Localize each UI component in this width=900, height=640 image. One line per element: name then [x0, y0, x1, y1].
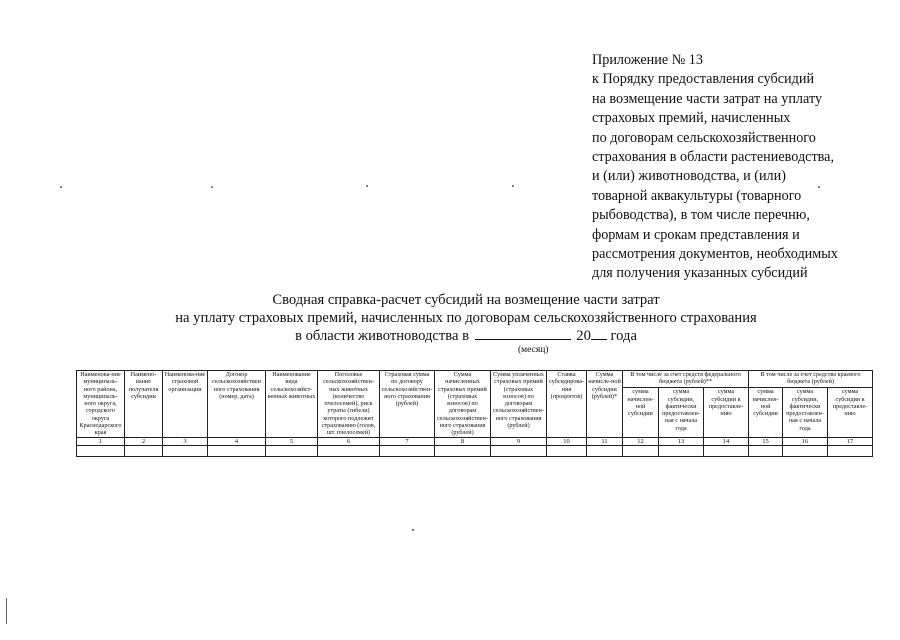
- column-number-row: [77, 437, 873, 445]
- year-suffix: года: [610, 328, 637, 345]
- empty-cell: [704, 445, 749, 456]
- empty-cell: [77, 445, 125, 456]
- empty-cell: [749, 445, 783, 456]
- empty-cell: [125, 445, 163, 456]
- month-blank: [475, 327, 571, 340]
- header-cell: Наимено-вание получателя субсидии: [125, 371, 163, 438]
- title-line-3-prefix: в области животноводства в: [295, 328, 469, 345]
- scan-speck: [818, 186, 820, 188]
- group-header-regional: В том числе за счет средства краевого бюджета (рублей): [749, 371, 873, 388]
- column-number: 5: [266, 437, 318, 445]
- header-cell: Сумма начисле-ной субсидии (рублей)*: [587, 371, 623, 438]
- header-cell: Наименование вида сельскохозяйст-венных животных: [266, 371, 318, 438]
- appendix-line: на возмещение части затрат на уплату: [592, 90, 823, 107]
- column-number: 11: [587, 437, 623, 445]
- column-number: 7: [380, 437, 435, 445]
- scan-speck: [60, 186, 62, 188]
- appendix-line: Приложение № 13: [592, 52, 703, 68]
- group-header-federal: В том числе за счет средств федерального бюджета (рублей)**: [623, 371, 749, 388]
- column-number: 14: [704, 437, 749, 445]
- title-line-1: Сводная справка-расчет субсидий на возмещение части затрат: [272, 292, 660, 308]
- appendix-line: страховых премий, начисленных: [592, 110, 791, 127]
- empty-cell: [623, 445, 659, 456]
- appendix-line: формам и срокам представления и: [592, 226, 800, 243]
- sub-header-cell: сумма субсидии, фактически предоставлен-ная с начала года: [783, 388, 828, 437]
- column-number: 6: [318, 437, 380, 445]
- appendix-line: страхования в области растениеводства,: [592, 149, 835, 166]
- empty-cell: [163, 445, 208, 456]
- title-line-3: [60, 327, 872, 345]
- column-number: 15: [749, 437, 783, 445]
- header-cell: Страховая сумма по договору сельскохозяйствен-ного страхования (рублей): [380, 371, 435, 438]
- empty-cell: [547, 445, 587, 456]
- empty-cell: [659, 445, 704, 456]
- scan-speck: [366, 185, 368, 187]
- scan-speck: [211, 186, 213, 188]
- scan-speck: [512, 185, 514, 187]
- column-number: 1: [77, 437, 125, 445]
- subsidy-table: [76, 370, 873, 457]
- header-cell: Поголовье сельскохозяйствен-ных животных (количество пчелосемей), риск утраты (гибели) которого подлежит страхованию (голов, шт. пчелосемей): [318, 371, 380, 438]
- column-number: 9: [491, 437, 547, 445]
- empty-data-row: [77, 445, 873, 456]
- sub-header-cell: сумма субсидии к предоставле-нию: [704, 388, 749, 437]
- empty-cell: [587, 445, 623, 456]
- sub-header-cell: сумма начислен-ной субсидии: [749, 388, 783, 437]
- empty-cell: [491, 445, 547, 456]
- scan-edge-line: [6, 598, 7, 624]
- column-number: 8: [435, 437, 491, 445]
- column-number: 17: [828, 437, 873, 445]
- header-cell: Сумма начисленных страховых премий (страховых взносов) по договорам сельскохозяйствен-ного страхования (рублей): [435, 371, 491, 438]
- appendix-line: для получения указанных субсидий: [592, 265, 808, 282]
- year-prefix: 20: [576, 328, 591, 345]
- header-cell: Договор сельскохозяйствен ного страхования (номер, дата): [208, 371, 266, 438]
- column-number: 13: [659, 437, 704, 445]
- header-cell: Наименова-ние страховой организации: [163, 371, 208, 438]
- header-row-1: [77, 371, 873, 388]
- empty-cell: [783, 445, 828, 456]
- column-number: 10: [547, 437, 587, 445]
- appendix-line: товарной аквакультуры (товарного: [592, 187, 802, 204]
- empty-cell: [208, 445, 266, 456]
- empty-cell: [828, 445, 873, 456]
- column-number: 2: [125, 437, 163, 445]
- scan-speck: [412, 529, 414, 531]
- appendix-line: рыбоводства), в том числе перечню,: [592, 207, 810, 224]
- column-number: 12: [623, 437, 659, 445]
- sub-header-cell: сумма субсидии, фактически предоставлен-ная с начала года: [659, 388, 704, 437]
- empty-cell: [318, 445, 380, 456]
- year-blank: [591, 327, 607, 340]
- empty-cell: [435, 445, 491, 456]
- column-number: 4: [208, 437, 266, 445]
- appendix-line: и (или) животноводства, и (или): [592, 168, 786, 185]
- sub-header-cell: сумма начислен-ной субсидии: [623, 388, 659, 437]
- appendix-note: [592, 51, 882, 284]
- header-cell: Сумма уплаченных страховых премий (страховых взносов) по договорам сельскохозяйствен-ного страхования (рублей): [491, 371, 547, 438]
- column-number: 16: [783, 437, 828, 445]
- appendix-line: рассмотрения документов, необходимых: [592, 246, 838, 263]
- appendix-line: по договорам сельскохозяйственного: [592, 129, 816, 146]
- empty-cell: [380, 445, 435, 456]
- empty-cell: [266, 445, 318, 456]
- header-cell: Ставка субсидирова-ния (процентов): [547, 371, 587, 438]
- month-hint: (месяц): [518, 345, 549, 355]
- appendix-line: к Порядку предоставления субсидий: [592, 71, 815, 88]
- sub-header-cell: сумма субсидии к предоставле-нию: [828, 388, 873, 437]
- document-title: [60, 291, 872, 346]
- column-number: 3: [163, 437, 208, 445]
- title-line-2: на уплату страховых премий, начисленных по договорам сельскохозяйственного страхования: [175, 310, 757, 327]
- header-cell: Наименова-ние муниципаль-ного района, муниципаль-ного округа, городского округа Краснодарского края: [77, 371, 125, 438]
